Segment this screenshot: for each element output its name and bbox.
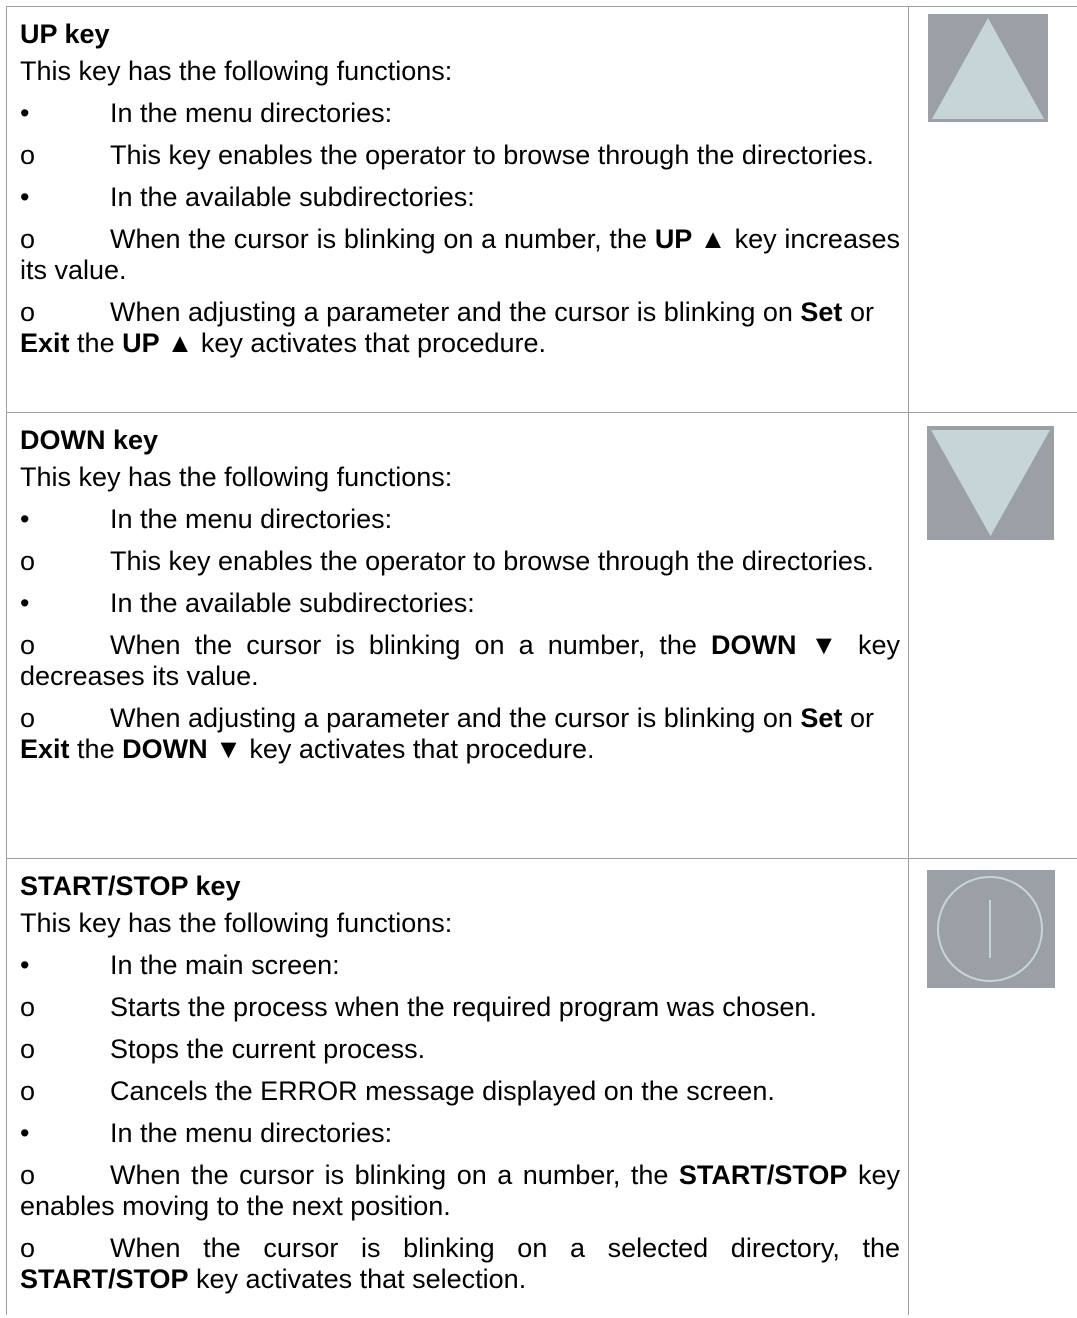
down-triangle-icon	[927, 426, 1054, 540]
sub-item: o Stops the current process.	[20, 1034, 426, 1064]
start-stop-key-description	[20, 859, 900, 1306]
intro-text: This key has the following functions:	[20, 908, 453, 938]
row-title: UP key	[20, 19, 110, 49]
row-title: START/STOP key	[20, 871, 241, 901]
power-icon	[927, 870, 1055, 988]
sub-item: o When the cursor is blinking on a number, the START/STOP key enables moving to the next position.	[20, 1160, 900, 1221]
intro-text: This key has the following functions:	[20, 56, 453, 86]
sub-item: o When the cursor is blinking on a number, the UP ▲ key increases its value.	[20, 224, 900, 285]
sub-item: o This key enables the operator to browse through the directories.	[20, 140, 874, 170]
up-triangle-icon	[928, 14, 1048, 122]
bullet-item: • In the available subdirectories:	[20, 588, 475, 618]
intro-text: This key has the following functions:	[20, 462, 453, 492]
bullet-item: • In the menu directories:	[20, 98, 393, 128]
bullet-item: • In the menu directories:	[20, 1118, 393, 1148]
table-row-down-key	[6, 412, 1077, 858]
row-title: DOWN key	[20, 425, 159, 455]
sub-item: o When the cursor is blinking on a number, the DOWN ▼ key decreases its value.	[20, 630, 900, 691]
bullet-item: • In the available subdirectories:	[20, 182, 475, 212]
table-row-up-key	[6, 6, 1077, 412]
bullet-item: • In the menu directories:	[20, 504, 393, 534]
sub-item: o This key enables the operator to browse through the directories.	[20, 546, 874, 576]
table-row-start-stop-key	[6, 858, 1077, 1318]
sub-item: o When adjusting a parameter and the cursor is blinking on Set or Exit the UP ▲ key activates that procedure.	[20, 297, 874, 358]
sub-item: o When adjusting a parameter and the cursor is blinking on Set or Exit the DOWN ▼ key activates that procedure.	[20, 703, 874, 764]
up-key-description	[20, 7, 900, 370]
down-key-description	[20, 413, 900, 776]
sub-item: o When the cursor is blinking on a selected directory, the START/STOP key activates that selection.	[20, 1233, 900, 1294]
bullet-item: • In the main screen:	[20, 950, 340, 980]
sub-item: o Starts the process when the required program was chosen.	[20, 992, 817, 1022]
sub-item: o Cancels the ERROR message displayed on the screen.	[20, 1076, 775, 1106]
